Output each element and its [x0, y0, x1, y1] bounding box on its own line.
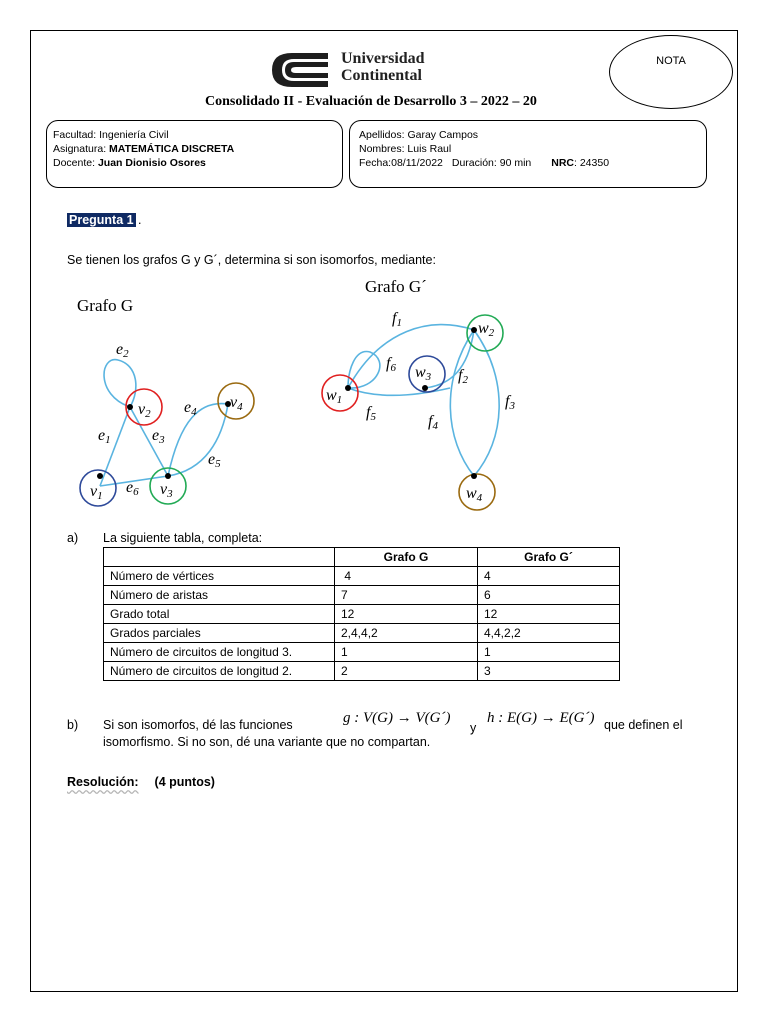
edge-e2: [104, 360, 136, 407]
edge-f3: [474, 330, 499, 476]
student-surname: Apellidos: Garay Campos: [359, 129, 479, 141]
label-w2: w2: [478, 320, 495, 339]
label-w3: w3: [415, 364, 432, 383]
graph-g-title: Grafo G: [77, 296, 134, 315]
table-cell: 4,4,2,2: [478, 624, 620, 643]
table-cell: Número de circuitos de longitud 3.: [104, 643, 335, 662]
label-f6: f6: [386, 355, 396, 374]
label-f4: f4: [428, 413, 438, 432]
table-cell: 3: [478, 662, 620, 681]
nota-box: [609, 35, 733, 109]
edge-e1: [100, 407, 130, 486]
table-row: [104, 624, 620, 643]
label-e2: e2: [116, 341, 129, 360]
label-e6: e6: [126, 479, 139, 498]
label-e1: e1: [98, 427, 111, 446]
label-f2: f2: [458, 367, 468, 386]
label-w1: w1: [326, 387, 343, 406]
table-cell: 1: [478, 643, 620, 662]
question-dot: .: [138, 213, 142, 227]
graph-g2-title: Grafo G´: [365, 277, 427, 296]
table-row: [104, 567, 620, 586]
university-name: [341, 50, 425, 84]
nrc-label: NRC: [551, 157, 574, 169]
table-cell: 4: [335, 567, 478, 586]
table-cell: 4: [478, 567, 620, 586]
student-name: Nombres: Luis Raul: [359, 143, 452, 155]
university-line1: Universidad: [341, 50, 425, 67]
table-cell: Grado total: [104, 605, 335, 624]
table-header-cell: Grafo G´: [478, 548, 620, 567]
part-b-text3: isomorfismo. Si no son, dé una variante que no compartan.: [103, 735, 431, 749]
resolution-points: (4 puntos): [154, 775, 215, 789]
table-row: [104, 605, 620, 624]
label-v1: v1: [90, 483, 103, 502]
teacher-label: Docente:: [53, 157, 98, 169]
graph-g: [60, 320, 280, 520]
exam-date: Fecha:08/11/2022: [359, 157, 443, 169]
resolution-line: [67, 775, 215, 789]
table-cell: 12: [478, 605, 620, 624]
resolution-label: Resolución:: [67, 775, 139, 789]
edge-e6: [100, 476, 168, 486]
part-b-text1: Si son isomorfos, dé las funciones: [103, 718, 293, 732]
part-b-letter: b): [67, 718, 79, 732]
table-row: [104, 643, 620, 662]
table-cell: 1: [335, 643, 478, 662]
teacher-line: [53, 156, 336, 170]
label-v4: v4: [230, 394, 243, 413]
date-line: [359, 156, 700, 170]
edge-f6: [348, 352, 380, 389]
function-h: h : E(G) → E(G´): [487, 710, 595, 726]
question-label: Pregunta 1: [69, 213, 134, 227]
university-logo: [270, 51, 330, 89]
table-cell: Número de vértices: [104, 567, 335, 586]
label-e5: e5: [208, 451, 221, 470]
table-header-cell: Grafo G: [335, 548, 478, 567]
subject-line: [53, 142, 336, 156]
university-line2: Continental: [341, 67, 422, 84]
exam-duration: Duración: 90 min: [451, 157, 532, 169]
label-f1: f1: [392, 310, 402, 329]
course-info-box: [46, 120, 343, 188]
faculty-label: Facultad:: [53, 129, 100, 141]
comparison-table: [103, 547, 620, 681]
table-cell: Número de circuitos de longitud 2.: [104, 662, 335, 681]
edge-f1: [348, 325, 474, 388]
table-cell: 12: [335, 605, 478, 624]
nrc-value: : 24350: [574, 157, 610, 169]
table-row: [104, 586, 620, 605]
table-header-cell: [104, 548, 335, 567]
subject-label: Asignatura:: [53, 143, 110, 155]
table-header-row: [104, 548, 620, 567]
part-a-letter: a): [67, 531, 79, 545]
label-f5: f5: [366, 404, 376, 423]
table-cell: 7: [335, 586, 478, 605]
faculty-line: [53, 128, 336, 142]
table-row: [104, 662, 620, 681]
student-info-box: [349, 120, 707, 188]
table-cell: 6: [478, 586, 620, 605]
graph-g-prime: [310, 300, 530, 520]
question-statement: Se tienen los grafos G y G´, determina si son isomorfos, mediante:: [67, 253, 436, 267]
edge-f4: [450, 330, 474, 476]
table-cell: Grados parciales: [104, 624, 335, 643]
label-e3: e3: [152, 427, 165, 446]
label-v2: v2: [138, 401, 151, 420]
teacher-value: Juan Dionisio Osores: [97, 157, 206, 169]
nota-label: NOTA: [656, 55, 686, 67]
edge-f5: [348, 388, 450, 395]
exam-title: Consolidado II - Evaluación de Desarrollo 3 – 2022 – 20: [205, 94, 537, 109]
part-b-text2: que definen el: [604, 718, 683, 732]
table-cell: Número de aristas: [104, 586, 335, 605]
subject-value: MATEMÁTICA DISCRETA: [109, 143, 235, 155]
label-e4: e4: [184, 399, 197, 418]
faculty-value: Ingeniería Civil: [99, 129, 169, 141]
part-a-text: La siguiente tabla, completa:: [103, 531, 263, 545]
function-g: g : V(G) → V(G´): [343, 710, 451, 726]
label-v3: v3: [160, 481, 173, 500]
label-w4: w4: [466, 485, 483, 504]
part-b-conjunction: y: [470, 721, 477, 735]
table-cell: 2: [335, 662, 478, 681]
label-f3: f3: [505, 393, 515, 412]
table-cell: 2,4,4,2: [335, 624, 478, 643]
